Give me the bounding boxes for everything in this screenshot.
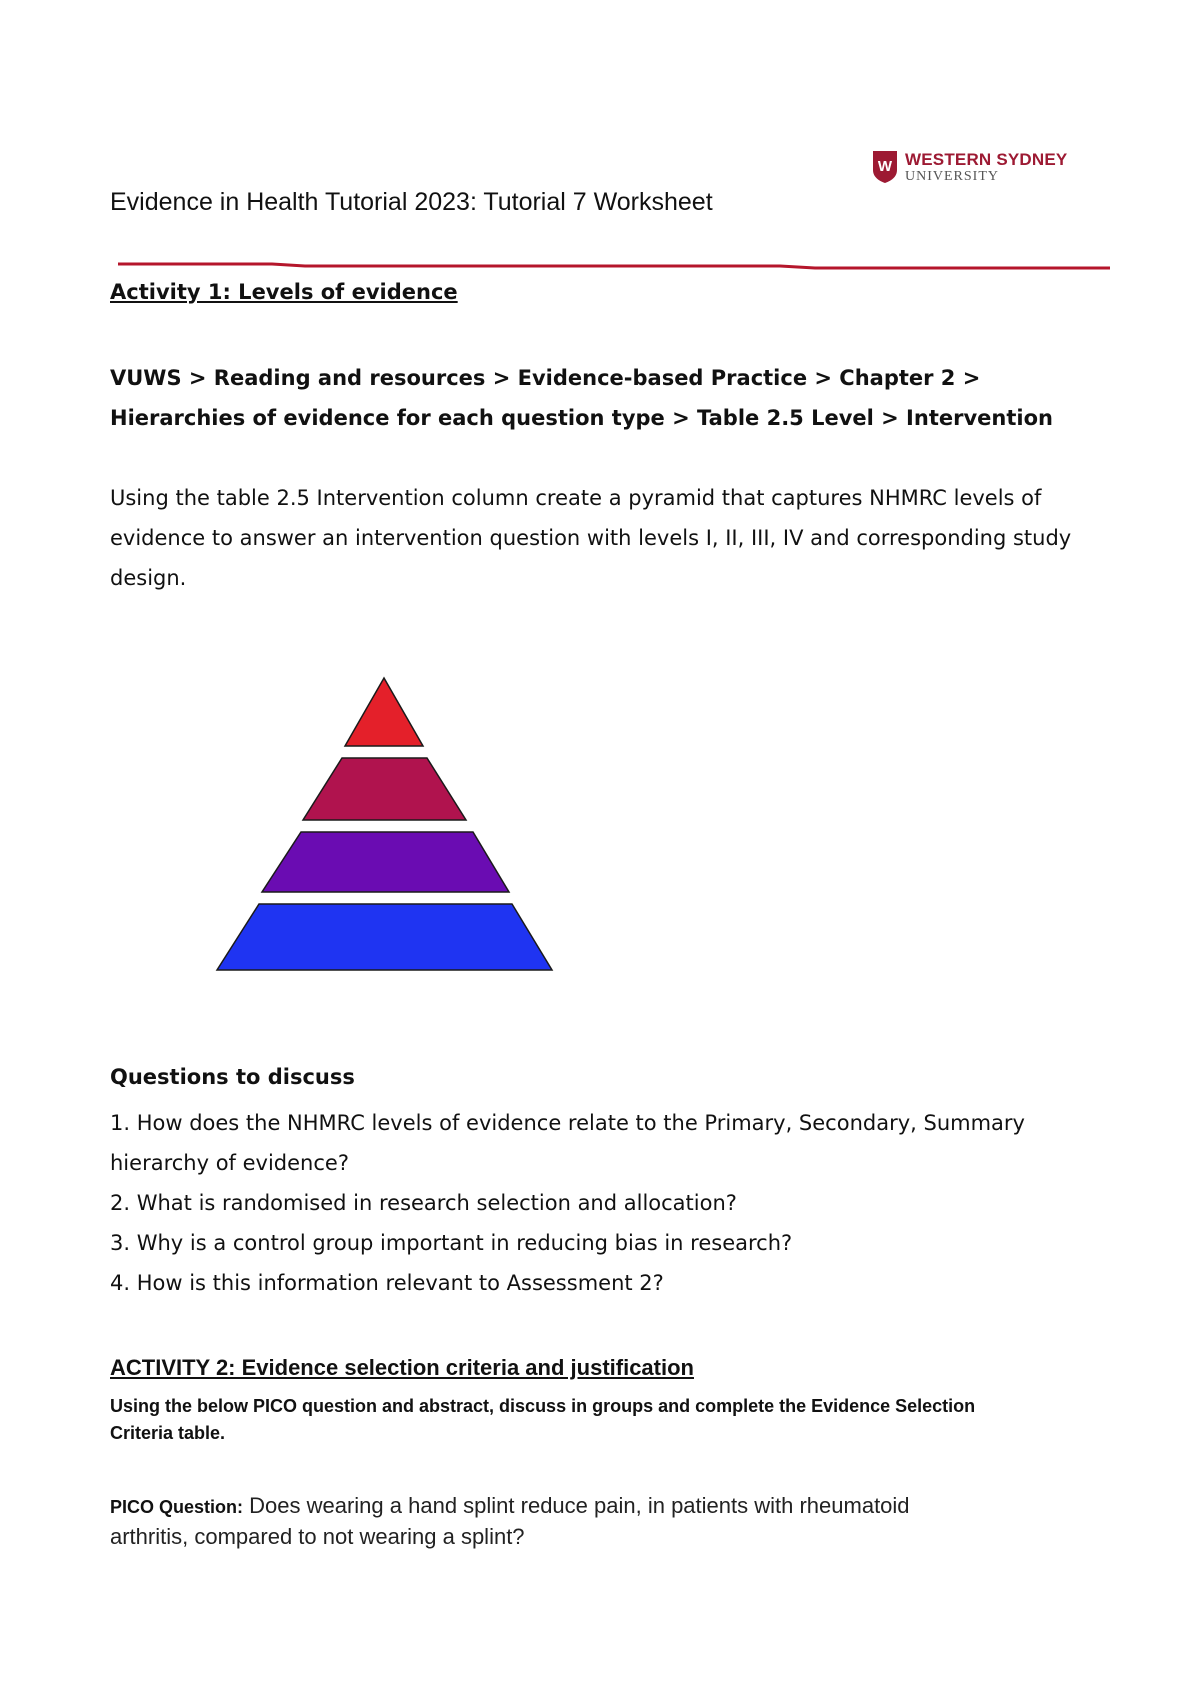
activity2-heading: ACTIVITY 2: Evidence selection criteria and justification: [110, 1355, 694, 1380]
list-item: 3. Why is a control group important in reducing bias in research?: [110, 1231, 793, 1255]
pyramid-tier-4: [217, 904, 552, 970]
pyramid-tier-3: [262, 832, 509, 892]
title-divider: [0, 0, 1200, 280]
page-title: Evidence in Health Tutorial 2023: Tutorial 7 Worksheet: [110, 188, 713, 216]
activity1-heading: Activity 1: Levels of evidence: [110, 280, 458, 304]
list-item: 1. How does the NHMRC levels of evidence relate to the Primary, Secondary, Summary hierarchy of evidence?: [110, 1111, 1025, 1175]
logo-mark: W: [877, 158, 893, 175]
activity1-instructions: Using the table 2.5 Intervention column create a pyramid that captures NHMRC levels of evidence to answer an intervention question with levels I, II, III, IV and corresponding study design.: [110, 486, 1072, 590]
activity2-instructions: Using the below PICO question and abstract, discuss in groups and complete the Evidence Selection Criteria table.: [110, 1396, 976, 1443]
list-item: 4. How is this information relevant to Assessment 2?: [110, 1271, 664, 1295]
logo-text-line2: UNIVERSITY: [905, 169, 999, 184]
evidence-pyramid: [120, 640, 650, 1030]
pyramid-tier-2: [303, 758, 466, 820]
pico-text: Does wearing a hand splint reduce pain, in patients with rheumatoid arthritis, compared to not wearing a splint?: [110, 1493, 910, 1549]
resource-breadcrumb: VUWS > Reading and resources > Evidence-based Practice > Chapter 2 > Hierarchies of evidence for each question type > Table 2.5 Level > Intervention: [110, 366, 1053, 430]
list-item: 2. What is randomised in research selection and allocation?: [110, 1191, 737, 1215]
questions-heading: Questions to discuss: [110, 1065, 355, 1089]
pico-question: [110, 1491, 990, 1551]
logo-text-line1: WESTERN SYDNEY: [905, 150, 1068, 169]
question-list: [110, 1103, 1110, 1303]
title-divider-line: [118, 264, 1110, 268]
pyramid-tier-1: [345, 678, 423, 746]
pico-label: PICO Question:: [110, 1497, 244, 1517]
